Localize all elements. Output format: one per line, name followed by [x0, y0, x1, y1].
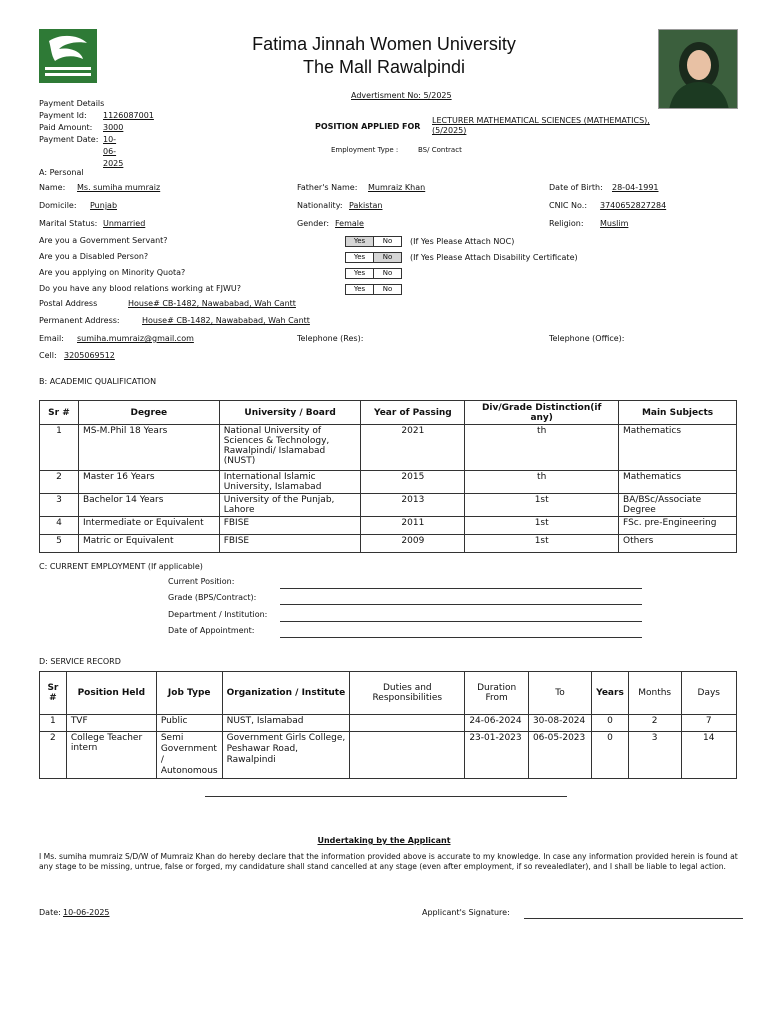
undertaking-text: I Ms. sumiha mumraiz S/D/W of Mumraiz Khan do hereby declare that the information provided above is accurate to my knowledge. In case any information provided herein is found at any stage to be missing, untrue, false or forged, my candidature shall stand cancelled at any stage (even after employment, if so revealedlater), and I shall be liable to legal action. — [39, 852, 738, 871]
cell: 2 — [628, 715, 681, 732]
yes-option[interactable]: Yes — [346, 285, 374, 294]
signature-label: Applicant's Signature: — [422, 908, 510, 917]
payment-date-value: 10-06-2025 — [103, 135, 124, 168]
col-job-type: Job Type — [156, 672, 222, 715]
disabled-toggle[interactable] — [345, 252, 402, 263]
father-name-label: Father's Name: — [297, 183, 358, 192]
cell — [350, 715, 465, 732]
telephone-office-label: Telephone (Office): — [549, 334, 625, 343]
gender-label: Gender: — [297, 219, 330, 228]
col-from: Duration From — [465, 672, 529, 715]
govt-servant-toggle[interactable] — [345, 236, 402, 247]
question-minority: Are you applying on Minority Quota? — [39, 268, 186, 277]
nationality-value: Pakistan — [349, 201, 383, 210]
cell: 1 — [40, 715, 67, 732]
col-duties: Duties and Responsibilities — [350, 672, 465, 715]
cell: 3 — [628, 732, 681, 779]
col-position: Position Held — [66, 672, 156, 715]
cell: FBISE — [219, 535, 361, 553]
cell: 5 — [40, 535, 79, 553]
postal-address-label: Postal Address — [39, 299, 98, 308]
personal-heading: A: Personal — [39, 168, 84, 177]
date-label: Date: — [39, 908, 61, 917]
cell: College Teacher intern — [66, 732, 156, 779]
col-sr: Sr # — [40, 401, 79, 425]
appointment-line — [280, 637, 642, 638]
religion-value: Muslim — [600, 219, 629, 228]
no-option[interactable]: No — [382, 285, 393, 293]
col-to: To — [528, 672, 591, 715]
payment-id-label: Payment Id: — [39, 111, 87, 120]
appointment-label: Date of Appointment: — [168, 626, 255, 635]
academic-heading: B: ACADEMIC QUALIFICATION — [39, 377, 157, 386]
cell: 4 — [40, 517, 79, 535]
cell: National University of Sciences & Technology, Rawalpindi/ Islamabad (NUST) — [219, 425, 361, 471]
cell: 2 — [40, 471, 79, 494]
cell: 2011 — [361, 517, 465, 535]
cell: 2021 — [361, 425, 465, 471]
table-row — [40, 494, 737, 517]
undertaking-heading: Undertaking by the Applicant — [317, 836, 451, 845]
name-value: Ms. sumiha mumraiz — [77, 183, 161, 192]
cell: Public — [156, 715, 222, 732]
table-row — [40, 715, 737, 732]
position-value: LECTURER MATHEMATICAL SCIENCES (MATHEMATICS), (5/2025) — [432, 116, 650, 135]
col-organization: Organization / Institute — [222, 672, 350, 715]
cell: Mathematics — [619, 471, 737, 494]
cell: 14 — [681, 732, 736, 779]
question-disabled: Are you a Disabled Person? — [39, 252, 149, 261]
service-header-row — [40, 672, 737, 715]
cell: University of the Punjab, Lahore — [219, 494, 361, 517]
col-subjects: Main Subjects — [619, 401, 737, 425]
cell — [350, 732, 465, 779]
cell: 7 — [681, 715, 736, 732]
payment-details — [39, 98, 154, 168]
table-row — [40, 732, 737, 779]
paid-amount-label: Paid Amount: — [39, 123, 93, 132]
cell: FSc. pre-Engineering — [619, 517, 737, 535]
dob-label: Date of Birth: — [549, 183, 603, 192]
email-label: Email: — [39, 334, 64, 343]
applicant-photo — [658, 29, 738, 109]
table-row — [40, 471, 737, 494]
cell: Others — [619, 535, 737, 553]
yes-option[interactable]: Yes — [346, 237, 374, 246]
dob-value: 28-04-1991 — [612, 183, 659, 192]
cell: Semi Government / Autonomous — [156, 732, 222, 779]
cell-label: Cell: — [39, 351, 57, 360]
col-degree: Degree — [78, 401, 219, 425]
paid-amount-value: 3000 — [103, 123, 124, 132]
separator-line — [205, 796, 567, 797]
blood-relations-toggle[interactable] — [345, 284, 402, 295]
cell: 2013 — [361, 494, 465, 517]
col-years: Years — [592, 672, 629, 715]
table-row — [40, 535, 737, 553]
academic-table — [39, 400, 737, 553]
cell-value: 3205069512 — [64, 351, 115, 360]
cnic-label: CNIC No.: — [549, 201, 588, 210]
table-row — [40, 425, 737, 471]
cell: TVF — [66, 715, 156, 732]
department-label: Department / Institution: — [168, 610, 268, 619]
permanent-address-label: Permanent Address: — [39, 316, 120, 325]
cell: FBISE — [219, 517, 361, 535]
cell: 0 — [592, 715, 629, 732]
question-blood-relations: Do you have any blood relations working at FJWU? — [39, 284, 241, 293]
email-value: sumiha.mumraiz@gmail.com — [77, 334, 194, 343]
question-govt-servant: Are you a Government Servant? — [39, 236, 168, 245]
employment-type-label: Employment Type : — [331, 146, 399, 154]
domicile-value: Punjab — [90, 201, 118, 210]
minority-toggle[interactable] — [345, 268, 402, 279]
signature-line[interactable] — [524, 918, 743, 919]
cell: 06-05-2023 — [528, 732, 591, 779]
service-table — [39, 671, 737, 779]
table-row — [40, 517, 737, 535]
service-heading: D: SERVICE RECORD — [39, 657, 121, 666]
nationality-label: Nationality: — [297, 201, 343, 210]
col-division: Div/Grade Distinction(if any) — [465, 401, 619, 425]
col-sr: Sr # — [40, 672, 67, 715]
gender-value: Female — [335, 219, 364, 228]
name-label: Name: — [39, 183, 66, 192]
cell: th — [465, 471, 619, 494]
domicile-label: Domicile: — [39, 201, 77, 210]
cell: 24-06-2024 — [465, 715, 529, 732]
grade-line — [280, 604, 642, 605]
marital-status-label: Marital Status: — [39, 219, 98, 228]
university-title: Fatima Jinnah Women University — [252, 34, 516, 54]
payment-heading: Payment Details — [39, 99, 105, 108]
cell: Government Girls College, Peshawar Road, Rawalpindi — [222, 732, 350, 779]
cell: 0 — [592, 732, 629, 779]
cell: Master 16 Years — [78, 471, 219, 494]
cell: 1st — [465, 535, 619, 553]
yes-option[interactable]: Yes — [346, 269, 374, 278]
cell: MS-M.Phil 18 Years — [78, 425, 219, 471]
marital-status-value: Unmarried — [103, 219, 146, 228]
telephone-res-label: Telephone (Res): — [297, 334, 364, 343]
cell: Matric or Equivalent — [78, 535, 219, 553]
date-value: 10-06-2025 — [63, 908, 110, 917]
cell: 2009 — [361, 535, 465, 553]
no-option[interactable]: No — [382, 269, 393, 277]
cell: 1st — [465, 494, 619, 517]
cell: BA/BSc/Associate Degree — [619, 494, 737, 517]
advertisment-no: Advertisment No: 5/2025 — [351, 91, 452, 100]
cell: 3 — [40, 494, 79, 517]
cell: 30-08-2024 — [528, 715, 591, 732]
cell: 2015 — [361, 471, 465, 494]
cell: Intermediate or Equivalent — [78, 517, 219, 535]
col-months: Months — [628, 672, 681, 715]
col-days: Days — [681, 672, 736, 715]
cell: NUST, Islamabad — [222, 715, 350, 732]
col-university: University / Board — [219, 401, 361, 425]
grade-label: Grade (BPS/Contract): — [168, 593, 257, 602]
current-position-label: Current Position: — [168, 577, 235, 586]
campus-title: The Mall Rawalpindi — [302, 57, 466, 77]
cell: Bachelor 14 Years — [78, 494, 219, 517]
cell: 1 — [40, 425, 79, 471]
cell: 23-01-2023 — [465, 732, 529, 779]
cnic-value: 3740652827284 — [600, 201, 667, 210]
employment-type-value: BS/ Contract — [418, 146, 462, 154]
no-option[interactable]: No — [382, 237, 393, 245]
religion-label: Religion: — [549, 219, 584, 228]
disabled-note: (If Yes Please Attach Disability Certificate) — [410, 253, 578, 262]
current-position-line — [280, 588, 642, 589]
position-label: POSITION APPLIED FOR — [315, 122, 421, 131]
cell: th — [465, 425, 619, 471]
payment-date-label: Payment Date: — [39, 135, 99, 144]
col-year: Year of Passing — [361, 401, 465, 425]
academic-header-row — [40, 401, 737, 425]
payment-id-value: 1126087001 — [103, 111, 154, 120]
cell: Mathematics — [619, 425, 737, 471]
postal-address-value: House# CB-1482, Nawababad, Wah Cantt — [128, 299, 296, 308]
yes-option[interactable]: Yes — [346, 253, 374, 262]
cell: 2 — [40, 732, 67, 779]
department-line — [280, 621, 642, 622]
govt-servant-note: (If Yes Please Attach NOC) — [410, 237, 515, 246]
father-name-value: Mumraiz Khan — [368, 183, 426, 192]
cell: 1st — [465, 517, 619, 535]
permanent-address-value: House# CB-1482, Nawababad, Wah Cantt — [142, 316, 310, 325]
employment-heading: C: CURRENT EMPLOYMENT (If applicable) — [39, 562, 203, 571]
cell: International Islamic University, Islamabad — [219, 471, 361, 494]
no-option[interactable]: No — [374, 253, 401, 262]
